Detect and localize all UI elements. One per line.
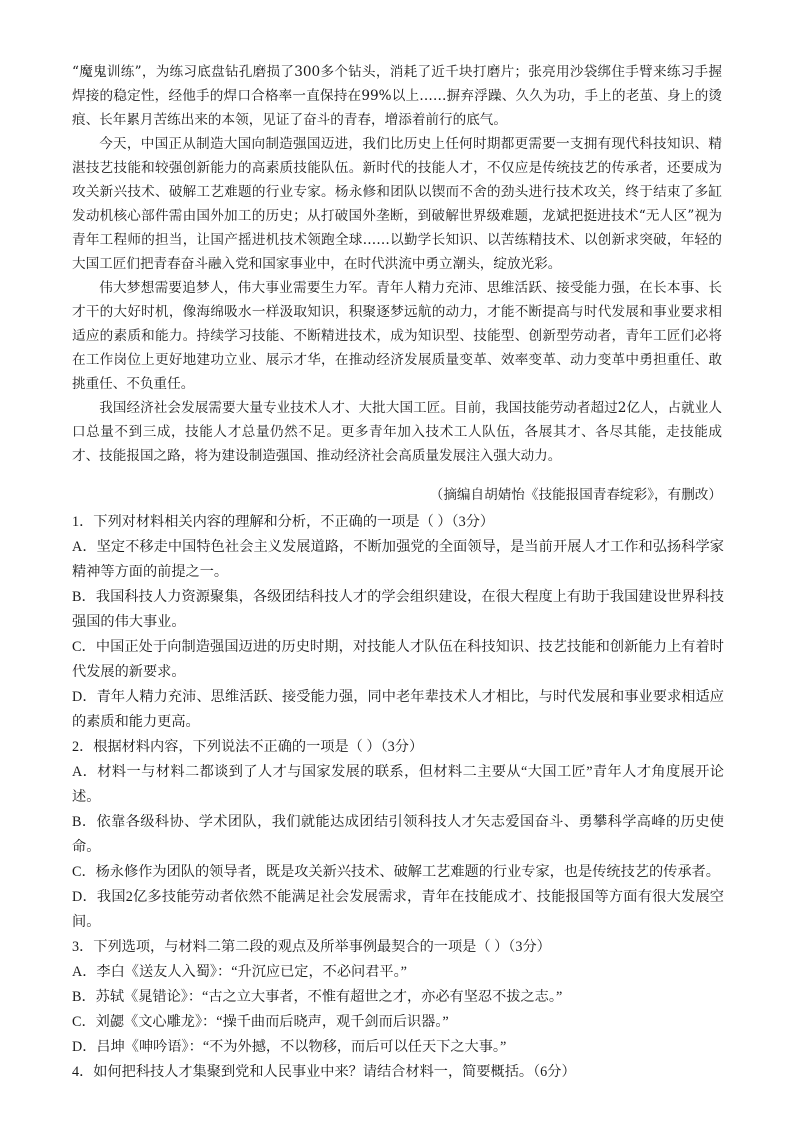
question-1: [72, 510, 724, 735]
option-c: C．刘勰《文心雕龙》：“操千曲而后晓声，观千剑而后识器。”: [72, 1014, 449, 1030]
question-stem: 3．下列选项，与材料二第二段的观点及所举事例最契合的一项是（ ）（3分）: [72, 939, 551, 955]
passage-paragraph-3: 伟大梦想需要追梦人，伟大事业需要生力军。青年人精力充沛、思维活跃、接受能力强，在长本事、长才干的大好时机，像海绵吸水一样汲取知识，积聚逐梦远航的动力，才能不断提高与时代发展和事业要求相适应的素质和能力。持续学习技能、不断精进技术，成为知识型、技能型、创新型劳动者，青年工匠们必将在工作岗位上更好地建功立业、展示才华，在推动经济发展质量变革、效率变革、动力变革中勇担重任、敢挑重任、不负重任。: [72, 280, 722, 392]
option-b: B．依靠各级科协、学术团队，我们就能达成团结引领科技人才矢志爱国奋斗、勇攀科学高峰的历史使命。: [72, 814, 724, 855]
question-list: [72, 510, 724, 1085]
passage-paragraph-1: “魔鬼训练”，为练习底盘钻孔磨损了300多个钻头，消耗了近千块打磨片；张亮用沙袋绑住手臂来练习手握焊接的稳定性，经他手的焊口合格率一直保持在99%以上……摒弃浮躁、久久为功，手上的老茧、身上的烫痕、长年累月苦练出来的本领，见证了奋斗的青春，增添着前行的底气。: [72, 64, 722, 128]
question-3: [72, 935, 724, 1060]
question-stem: 1．下列对材料相关内容的理解和分析，不正确的一项是（ ）（3分）: [72, 514, 495, 530]
passage-paragraph-4: 我国经济社会发展需要大量专业技术人才、大批大国工匠。目前，我国技能劳动者超过2亿人，占就业人口总量不到三成，技能人才总量仍然不足。更多青年加入技术工人队伍，各展其才、各尽其能，走技能成才、技能报国之路，将为建设制造强国、推动经济社会高质量发展注入强大动力。: [72, 400, 722, 464]
option-b: B．苏轼《晁错论》：“古之立大事者，不惟有超世之才，亦必有坚忍不拔之志。”: [72, 989, 563, 1005]
passage-paragraph-2: 今天，中国正从制造大国向制造强国迈进，我们比历史上任何时期都更需要一支拥有现代科技知识、精湛技艺技能和较强创新能力的高素质技能队伍。新时代的技能人才，不仅应是传统技艺的传承者，还要成为攻关新兴技术、破解工艺难题的行业专家。杨永修和团队以锲而不舍的劲头进行技术攻关，终于结束了多缸发动机核心部件需由国外加工的历史；从打破国外垄断，到破解世界级难题，龙斌把挺进技术“无人区”视为青年工程师的担当，让国产摇进机技术领跑全球……以勤学长知识、以苦练精技术、以创新求突破，年轻的大国工匠们把青春奋斗融入党和国家事业中，在时代洪流中勇立潮头，绽放光彩。: [72, 136, 722, 272]
option-c: C．杨永修作为团队的领导者，既是攻关新兴技术、破解工艺难题的行业专家，也是传统技艺的传承者。: [72, 864, 720, 880]
reading-passage: [72, 60, 722, 468]
option-d: D．我国2亿多技能劳动者依然不能满足社会发展需求，青年在技能成才、技能报国等方面有很大发展空间。: [72, 889, 724, 930]
question-2: [72, 735, 724, 935]
question-stem: 2．根据材料内容，下列说法不正确的一项是（ ）（3分）: [72, 739, 424, 755]
option-a: A．材料一与材料二都谈到了人才与国家发展的联系，但材料二主要从“大国工匠”青年人才角度展开论述。: [72, 764, 724, 805]
question-stem: 4．如何把科技人才集聚到党和人民事业中来？请结合材料一，简要概括。（6分）: [72, 1064, 576, 1080]
option-c: C．中国正处于向制造强国迈进的历史时期，对技能人才队伍在科技知识、技艺技能和创新能力上有着时代发展的新要求。: [72, 639, 724, 680]
option-a: A．李白《送友人入蜀》：“升沉应已定，不必问君平。”: [72, 964, 407, 980]
option-d: D．吕坤《呻吟语》：“不为外撼，不以物移，而后可以任天下之大事。”: [72, 1039, 507, 1055]
option-d: D．青年人精力充沛、思维活跃、接受能力强，同中老年辈技术人才相比，与时代发展和事业要求相适应的素质和能力更高。: [72, 689, 724, 730]
option-b: B．我国科技人力资源聚集，各级团结科技人才的学会组织建设，在很大程度上有助于我国建设世界科技强国的伟大事业。: [72, 589, 724, 630]
passage-source: （摘编自胡婧怡《技能报国青春绽彩》，有删改）: [429, 487, 722, 503]
option-a: A．坚定不移走中国特色社会主义发展道路，不断加强党的全面领导，是当前开展人才工作和弘扬科学家精神等方面的前提之一。: [72, 539, 724, 580]
question-4: [72, 1060, 724, 1085]
